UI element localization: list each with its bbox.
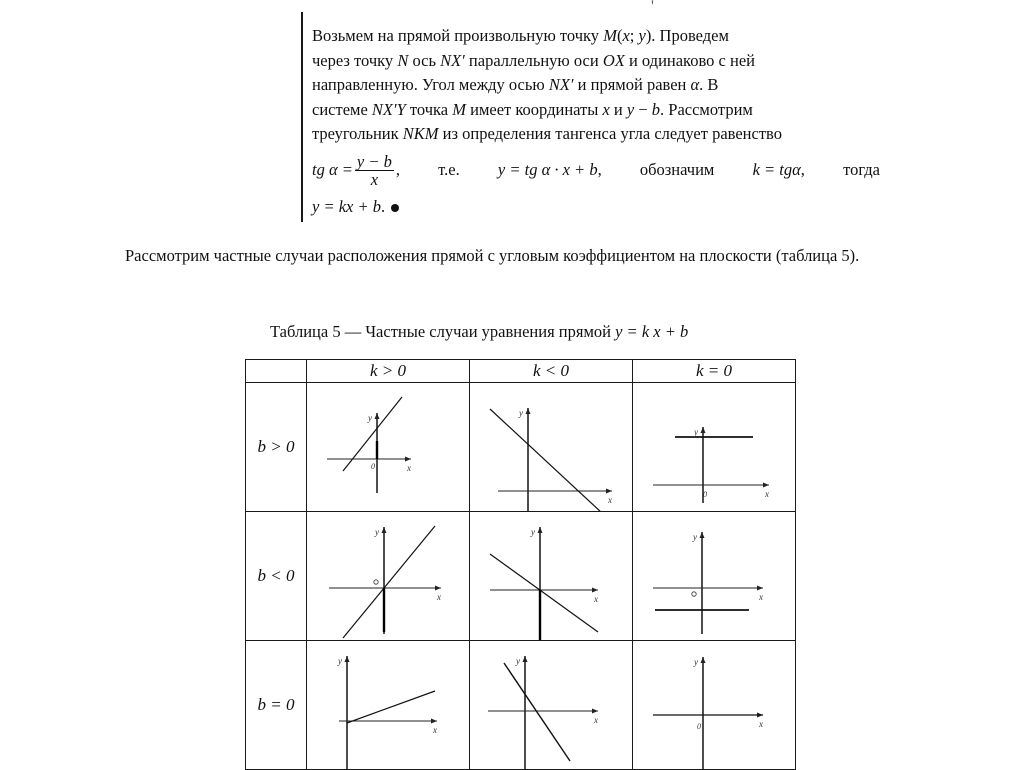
equation-k: k = tgα — [752, 160, 801, 180]
y-axis-arrow — [345, 656, 350, 662]
proof-block — [312, 24, 880, 219]
proof-line-1: Возьмем на прямой произвольную точку M(x; y). Проведем — [312, 26, 729, 45]
x-axis-arrow — [405, 457, 411, 462]
table-row — [246, 383, 796, 512]
y-axis-arrow — [700, 532, 705, 538]
proof-formula-line: tg α = $\frac{y - b}{x}$ , т.е. y = tg α · x + b , обозначим k = tgα , тогда — [312, 152, 880, 189]
x-axis-arrow — [435, 586, 441, 591]
graph-line — [343, 526, 435, 638]
end-of-proof-bullet — [391, 204, 399, 212]
graph-line — [343, 397, 402, 471]
graph-k-pos-b-pos — [307, 383, 469, 511]
header-k-positive: k > 0 — [307, 360, 470, 383]
graph-cell — [307, 641, 470, 770]
graph-k-zero-b-neg — [633, 512, 795, 640]
graph-line — [347, 691, 435, 723]
caption-formula: y = k x + b — [615, 322, 689, 341]
tangent-fraction: $\frac{y - b}{x}$ — [356, 152, 392, 189]
y-axis-arrow — [523, 656, 528, 662]
page-tick-mark: ' — [651, 0, 654, 15]
x-axis-label: x — [433, 725, 437, 735]
table-caption: Таблица 5 — Частные случаи уравнения прямой y = k x + b — [270, 322, 689, 341]
corner-cell — [246, 360, 307, 383]
x-axis-arrow — [763, 483, 769, 488]
graph-k-neg-b-neg — [470, 512, 632, 640]
x-axis-label: x — [594, 594, 598, 604]
margin-rule — [301, 12, 303, 222]
x-axis-arrow — [757, 586, 763, 591]
graph-cell — [470, 512, 633, 641]
table-row — [246, 512, 796, 641]
x-axis-arrow — [592, 588, 598, 593]
x-axis-arrow — [592, 709, 598, 714]
header-k-negative: k < 0 — [470, 360, 633, 383]
y-axis-label: y — [338, 656, 342, 666]
x-axis-label: x — [594, 715, 598, 725]
graph-k-pos-b-neg — [307, 512, 469, 640]
row-header-b-positive: b > 0 — [246, 383, 307, 512]
graph-k-neg-b-pos — [470, 383, 632, 511]
proof-line-2: через точку N ось NX′ параллельную оси OX и одинаково с ней — [312, 50, 755, 70]
y-axis-label: y — [531, 527, 535, 537]
graph-cell — [307, 383, 470, 512]
y-axis-label: y — [694, 427, 698, 437]
x-axis-arrow — [431, 719, 437, 724]
y-axis-arrow — [701, 427, 706, 433]
origin-marker — [692, 592, 696, 596]
y-axis-arrow — [538, 527, 543, 533]
y-axis-label: y — [516, 656, 520, 666]
origin-marker — [374, 580, 378, 584]
denote-label: обозначим — [639, 160, 715, 180]
graph-cell — [633, 512, 796, 641]
graph-cell — [633, 641, 796, 770]
table-header-row — [246, 360, 796, 383]
origin-label: 0 — [703, 490, 707, 499]
graph-cell — [307, 512, 470, 641]
y-axis-label: y — [694, 657, 698, 667]
x-axis-label: x — [759, 719, 763, 729]
x-axis-label: x — [765, 489, 769, 499]
graph-line — [504, 663, 570, 761]
graph-k-neg-b-zero — [470, 641, 632, 769]
y-axis-label: y — [693, 532, 697, 542]
proof-line-4: системе NX′Y точка M имеет координаты x и y − b. Рассмотрим — [312, 99, 753, 119]
x-axis-label: x — [437, 592, 441, 602]
proof-line-5: треугольник NKM из определения тангенса угла следует равенство — [312, 124, 782, 143]
y-axis-arrow — [382, 527, 387, 533]
tangent-lhs: tg α = — [312, 160, 353, 180]
row-header-b-zero: b = 0 — [246, 641, 307, 770]
cases-table — [245, 359, 796, 770]
origin-label: 0 — [697, 722, 701, 731]
y-axis-arrow — [375, 413, 380, 419]
proof-line-7: y = kx + b. — [312, 195, 880, 220]
y-axis-label: y — [368, 413, 372, 423]
equation-final: y = kx + b — [312, 196, 381, 216]
ie-label: т.е. — [438, 160, 460, 180]
x-axis-label: x — [407, 463, 411, 473]
proof-line-3: направленную. Угол между осью NX′ и прямой равен α. В — [312, 75, 719, 94]
equation-tg: y = tg α · x + b — [497, 160, 598, 180]
origin-label: 0 — [371, 462, 375, 471]
table-row — [246, 641, 796, 770]
graph-cell — [470, 641, 633, 770]
then-label: тогда — [843, 160, 880, 180]
graph-k-pos-b-zero — [307, 641, 469, 769]
x-axis-arrow — [606, 489, 612, 494]
y-axis-label: y — [375, 527, 379, 537]
x-axis-label: x — [759, 592, 763, 602]
x-axis-label: x — [608, 495, 612, 505]
graph-k-zero-b-pos — [633, 383, 795, 511]
row-header-b-negative: b < 0 — [246, 512, 307, 641]
y-axis-label: y — [519, 408, 523, 418]
graph-cell — [633, 383, 796, 512]
y-axis-arrow — [526, 408, 531, 414]
graph-cell — [470, 383, 633, 512]
intro-paragraph: Рассмотрим частные случаи расположения прямой с угловым коэффициентом на плоскости (таблица 5). — [125, 246, 860, 265]
y-axis-arrow — [701, 657, 706, 663]
graph-line — [490, 554, 598, 632]
graph-k-zero-b-zero — [633, 641, 795, 769]
header-k-zero: k = 0 — [633, 360, 796, 383]
graph-line — [490, 409, 602, 511]
